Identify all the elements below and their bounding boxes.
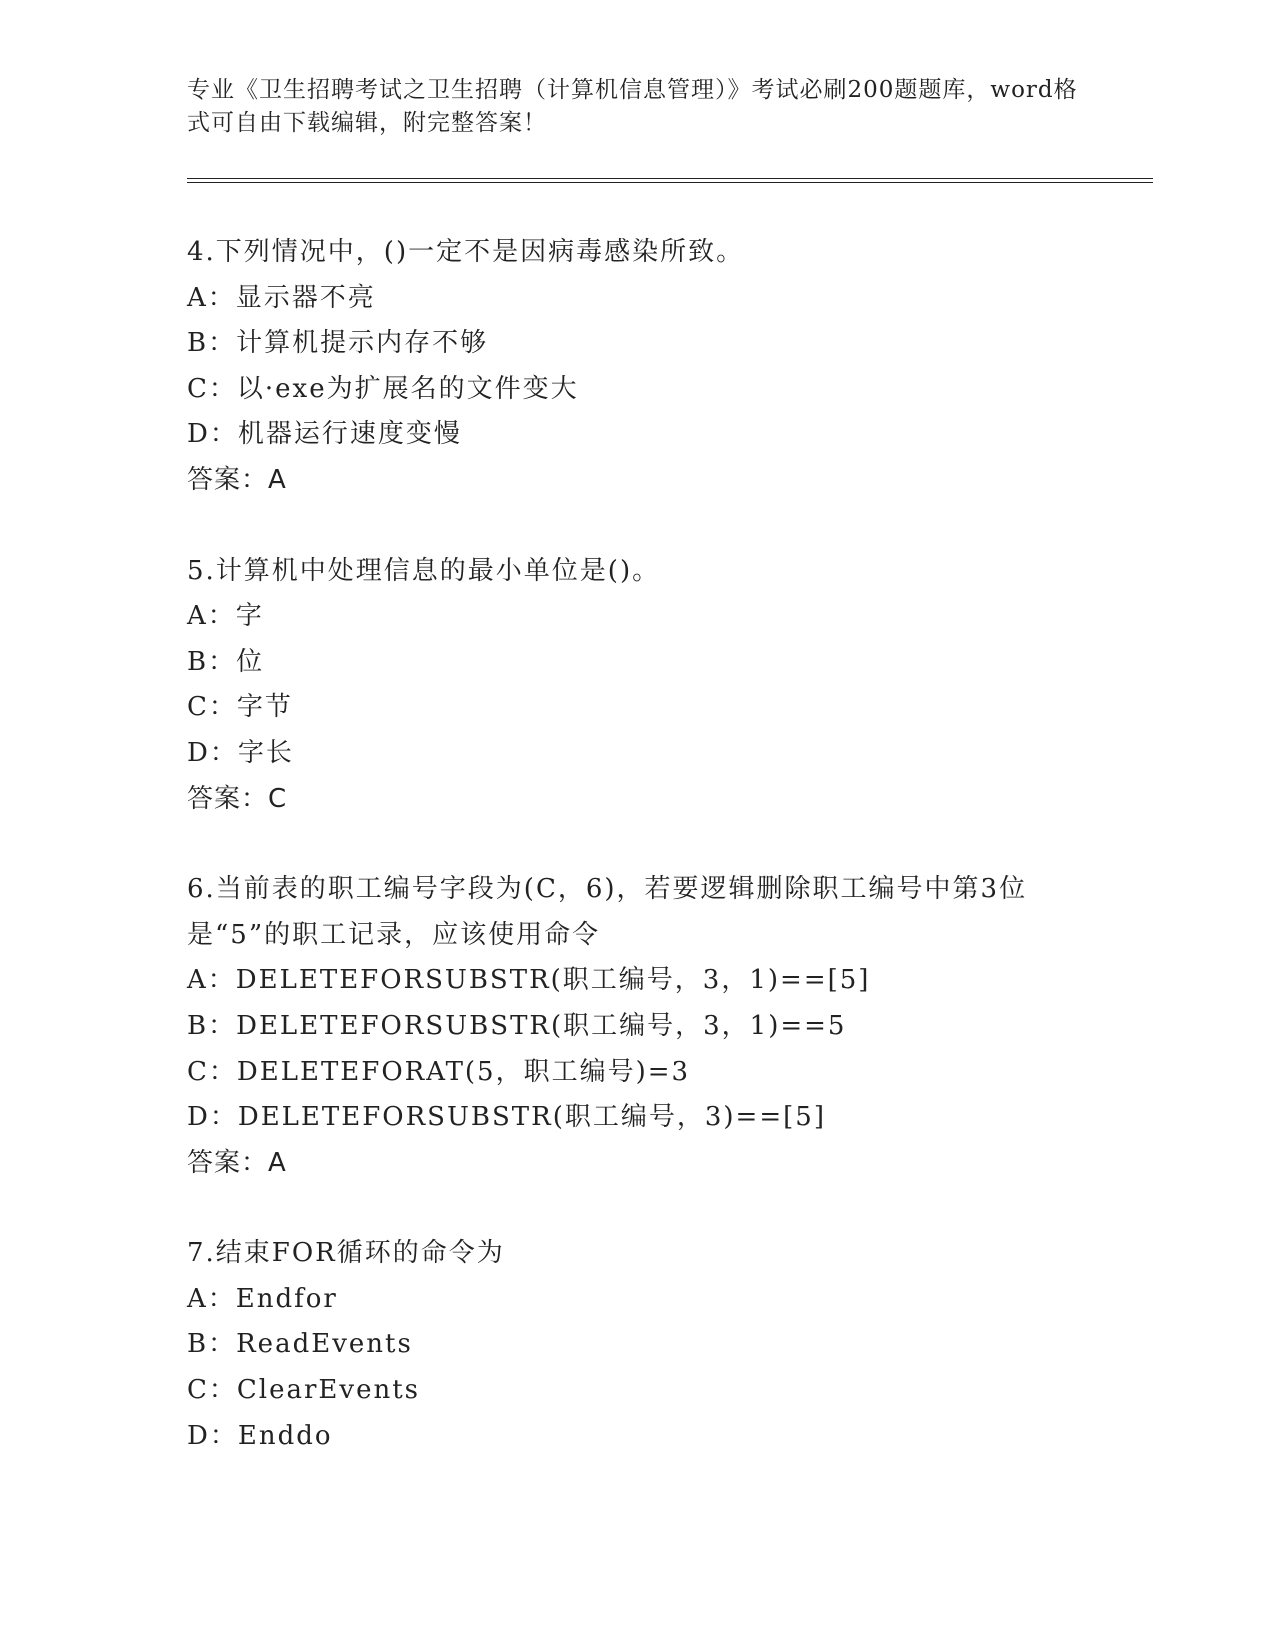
- option-a: A：DELETEFORSUBSTR(职工编号，3，1)==[5]: [187, 965, 871, 996]
- question-stem: 5.计算机中处理信息的最小单位是()。: [187, 555, 661, 586]
- option-a: A：显示器不亮: [187, 282, 376, 313]
- option-b: B：位: [187, 646, 265, 677]
- option-a: A：Endfor: [187, 1283, 338, 1314]
- document-header: 专业《卫生招聘考试之卫生招聘（计算机信息管理）》考试必刷200题题库，word格式可自由下载编辑，附完整答案！: [187, 77, 1078, 136]
- option-c: C：字节: [187, 692, 293, 723]
- answer-line: 答案：C: [187, 783, 288, 814]
- option-a: A：字: [187, 601, 264, 632]
- option-d: D：DELETEFORSUBSTR(职工编号，3)==[5]: [187, 1102, 826, 1133]
- header-divider-top: [187, 178, 1153, 179]
- option-d: D：字长: [187, 737, 294, 768]
- question-4: [187, 230, 1087, 504]
- option-d: D：机器运行速度变慢: [187, 419, 462, 450]
- question-stem: 6.当前表的职工编号字段为(C，6)，若要逻辑删除职工编号中第3位是“5”的职工记录，应该使用命令: [187, 874, 1028, 950]
- option-c: C：ClearEvents: [187, 1375, 421, 1406]
- header-divider-bottom: [187, 182, 1153, 183]
- question-stem: 4.下列情况中，()一定不是因病毒感染所致。: [187, 237, 745, 267]
- question-list: [187, 230, 1087, 1504]
- option-b: B：DELETEFORSUBSTR(职工编号，3，1)==5: [187, 1010, 847, 1041]
- question-7: [187, 1231, 1087, 1459]
- question-stem: 7.结束FOR循环的命令为: [187, 1238, 505, 1269]
- option-b: B：ReadEvents: [187, 1329, 413, 1360]
- option-c: C：DELETEFORAT(5，职工编号)=3: [187, 1056, 691, 1087]
- option-c: C：以·exe为扩展名的文件变大: [187, 373, 579, 404]
- answer-line: 答案：A: [187, 464, 287, 495]
- question-6: [187, 867, 1087, 1186]
- question-5: [187, 549, 1087, 823]
- answer-line: 答案：A: [187, 1147, 287, 1178]
- option-b: B：计算机提示内存不够: [187, 328, 489, 359]
- option-d: D：Enddo: [187, 1420, 333, 1451]
